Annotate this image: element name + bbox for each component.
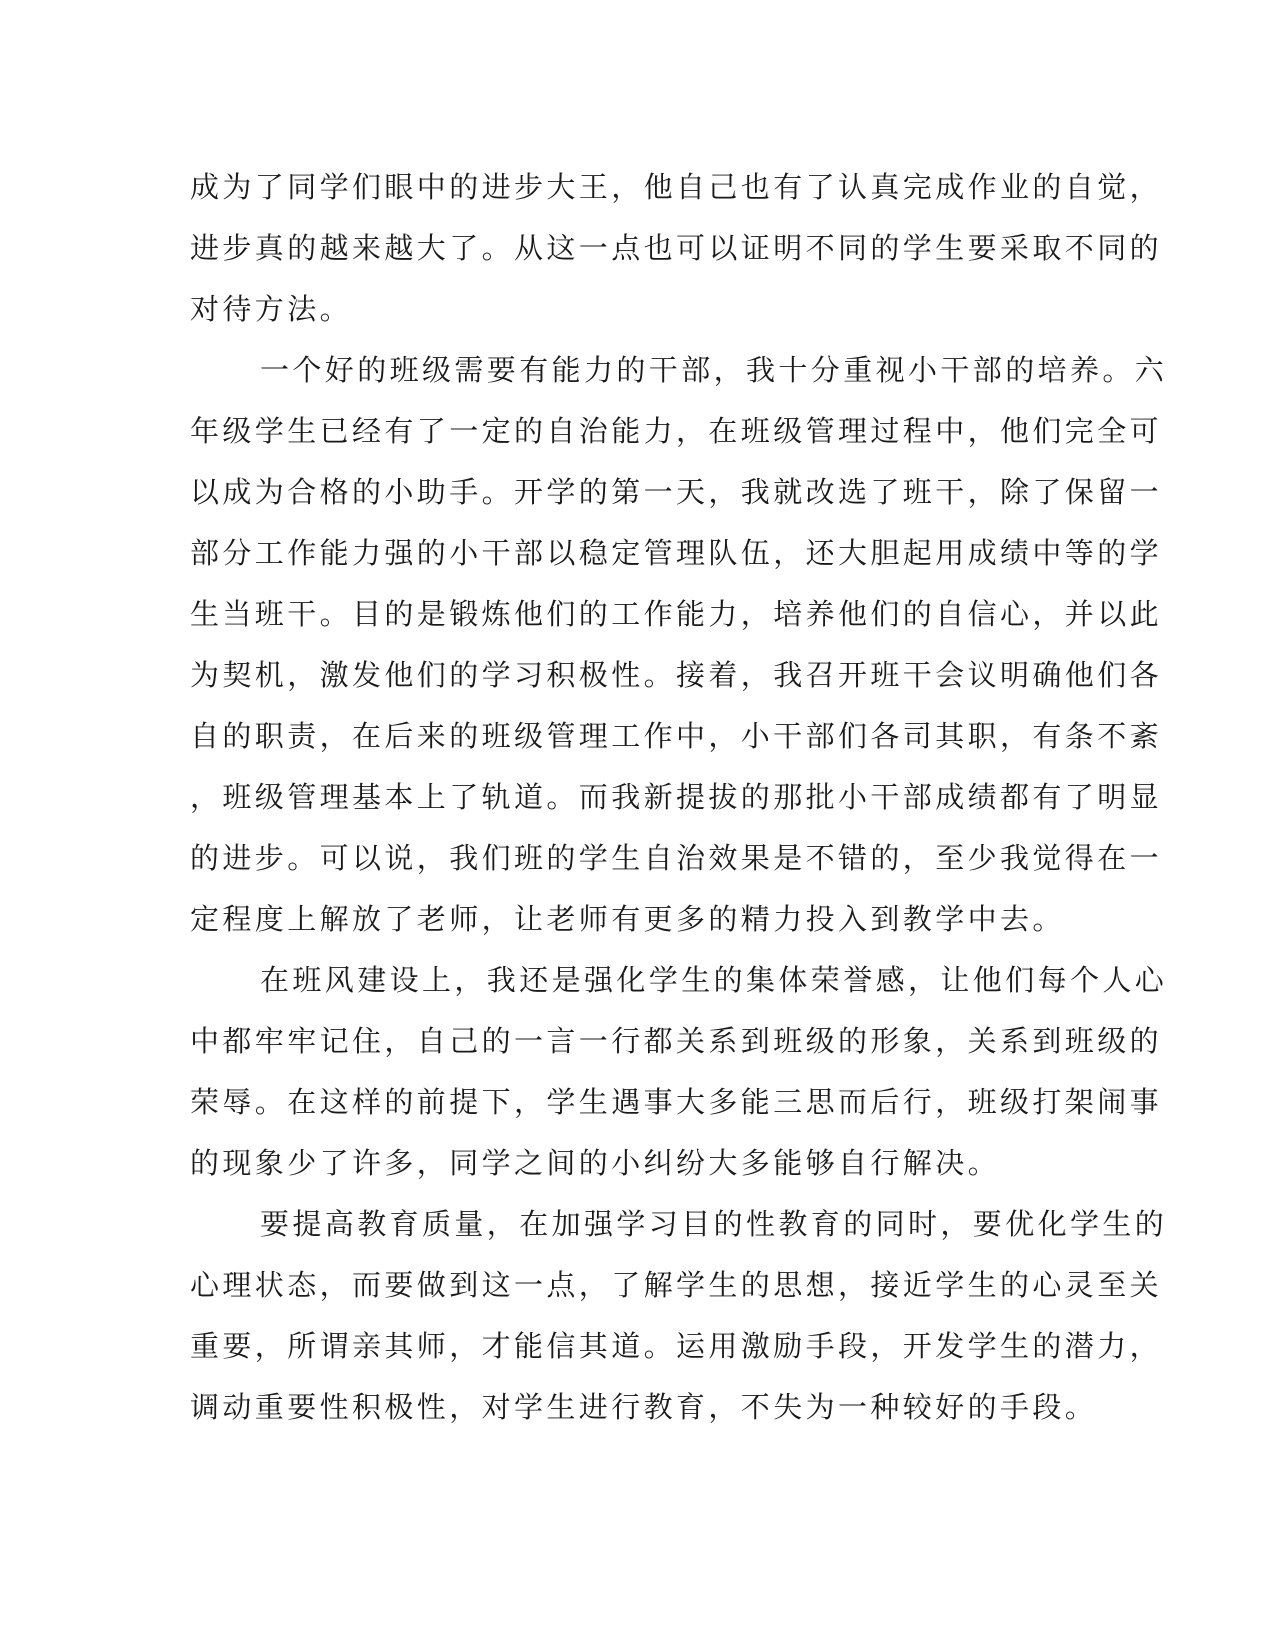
text-line: ，班级管理基本上了轨道。而我新提拔的那批小干部成绩都有了明显 xyxy=(190,780,1163,814)
text-line: 荣辱。在这样的前提下，学生遇事大多能三思而后行，班级打架闹事 xyxy=(190,1085,1163,1119)
text-line: 的进步。可以说，我们班的学生自治效果是不错的，至少我觉得在一 xyxy=(190,841,1163,875)
text-line: 重要，所谓亲其师，才能信其道。运用激励手段，开发学生的潜力， xyxy=(190,1329,1163,1363)
text-line: 自的职责，在后来的班级管理工作中，小干部们各司其职，有条不紊 xyxy=(190,719,1163,753)
text-line: 中都牢牢记住，自己的一言一行都关系到班级的形象，关系到班级的 xyxy=(190,1024,1163,1058)
text-line: 的现象少了许多，同学之间的小纠纷大多能够自行解决。 xyxy=(190,1146,1001,1180)
text-line: 成为了同学们眼中的进步大王，他自己也有了认真完成作业的自觉， xyxy=(190,170,1163,204)
text-line: 进步真的越来越大了。从这一点也可以证明不同的学生要采取不同的 xyxy=(190,231,1163,265)
text-line: 调动重要性积极性，对学生进行教育，不失为一种较好的手段。 xyxy=(190,1390,1098,1424)
text-line: 以成为合格的小助手。开学的第一天，我就改选了班干，除了保留一 xyxy=(190,475,1163,509)
text-line: 生当班干。目的是锻炼他们的工作能力，培养他们的自信心，并以此 xyxy=(190,597,1163,631)
text-line: 对待方法。 xyxy=(190,292,353,326)
body-text xyxy=(190,157,1168,1438)
paragraph-first-line: 一个好的班级需要有能力的干部，我十分重视小干部的培养。六 xyxy=(260,353,1168,387)
text-line: 心理状态，而要做到这一点，了解学生的思想，接近学生的心灵至关 xyxy=(190,1268,1163,1302)
text-line: 定程度上解放了老师，让老师有更多的精力投入到教学中去。 xyxy=(190,902,1065,936)
paragraph-first-line: 要提高教育质量，在加强学习目的性教育的同时，要优化学生的 xyxy=(260,1207,1168,1241)
text-line: 年级学生已经有了一定的自治能力，在班级管理过程中，他们完全可 xyxy=(190,414,1163,448)
text-line: 部分工作能力强的小干部以稳定管理队伍，还大胆起用成绩中等的学 xyxy=(190,536,1163,570)
text-line: 为契机，激发他们的学习积极性。接着，我召开班干会议明确他们各 xyxy=(190,658,1163,692)
paragraph-first-line: 在班风建设上，我还是强化学生的集体荣誉感，让他们每个人心 xyxy=(260,963,1168,997)
